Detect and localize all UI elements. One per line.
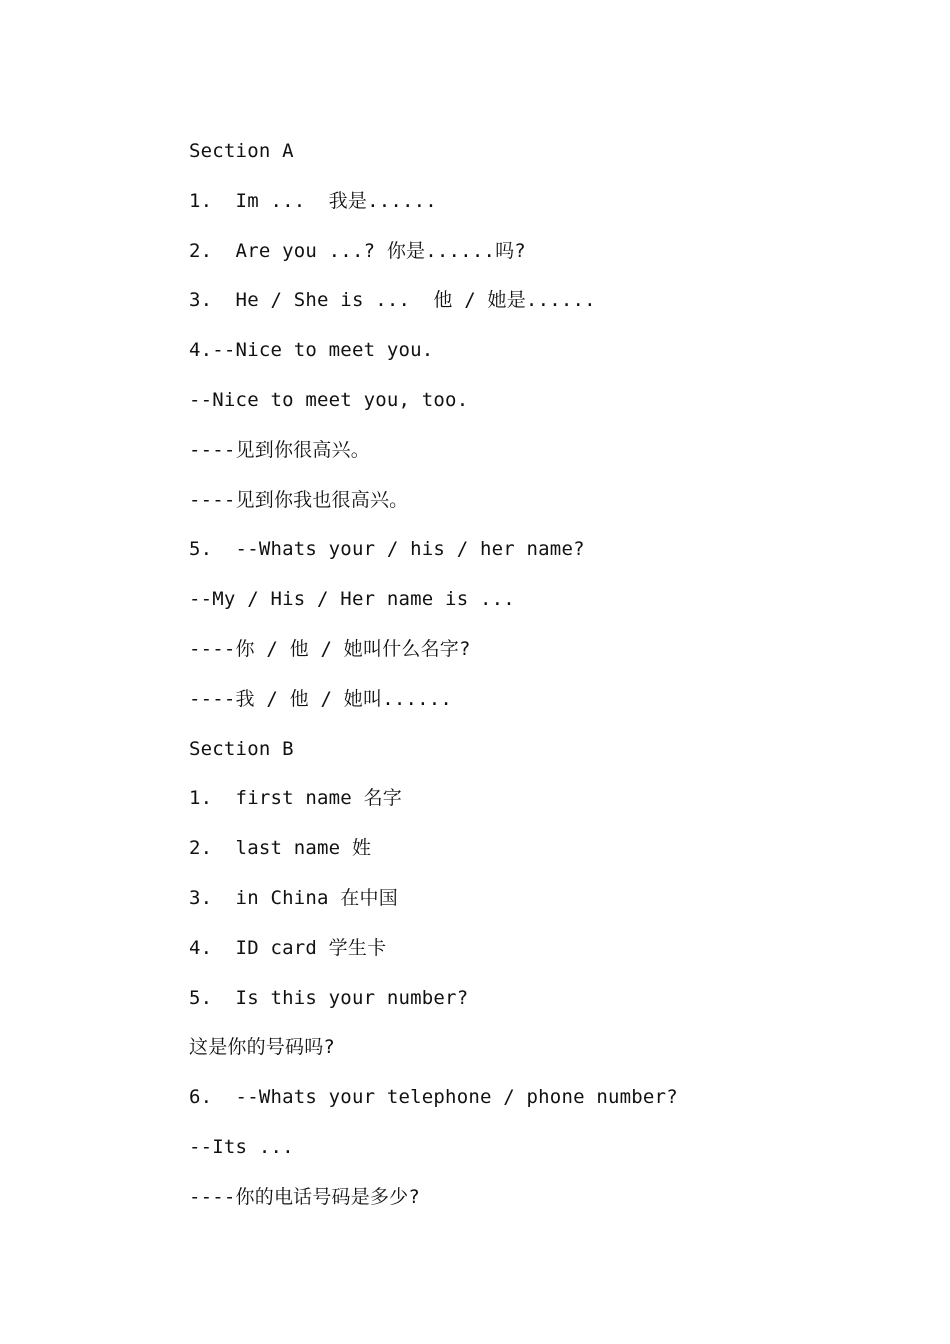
text-line: 3. in China 在中国: [189, 886, 398, 909]
text-line: --My / His / Her name is ...: [189, 588, 515, 611]
text-line: 4. ID card 学生卡: [189, 936, 387, 959]
text-line: --Nice to meet you, too.: [189, 388, 469, 411]
section-heading-a: Section A: [189, 140, 294, 162]
text-line: 1. Im ... 我是......: [189, 189, 437, 212]
text-line: 5. --Whats your / his / her name?: [189, 538, 585, 561]
document-body: [189, 136, 909, 1232]
text-line: --Its ...: [189, 1135, 294, 1158]
text-line: 这是你的号码吗?: [189, 1036, 336, 1059]
text-line: ----你的电话号码是多少?: [189, 1185, 420, 1208]
text-line: ----你 / 他 / 她叫什么名字?: [189, 637, 471, 660]
text-line: 2. last name 姓: [189, 837, 372, 860]
text-line: 2. Are you ...? 你是......吗?: [189, 239, 526, 262]
text-line: ----我 / 他 / 她叫......: [189, 687, 453, 710]
text-line: 5. Is this your number?: [189, 986, 469, 1009]
text-line: 1. first name 名字: [189, 787, 402, 810]
text-line: 3. He / She is ... 他 / 她是......: [189, 289, 596, 312]
text-line: 6. --Whats your telephone / phone number?: [189, 1086, 678, 1109]
text-line: ----见到你我也很高兴。: [189, 488, 409, 511]
section-heading-b: Section B: [189, 737, 294, 760]
text-line: ----见到你很高兴。: [189, 438, 370, 461]
text-line: 4.--Nice to meet you.: [189, 339, 434, 362]
